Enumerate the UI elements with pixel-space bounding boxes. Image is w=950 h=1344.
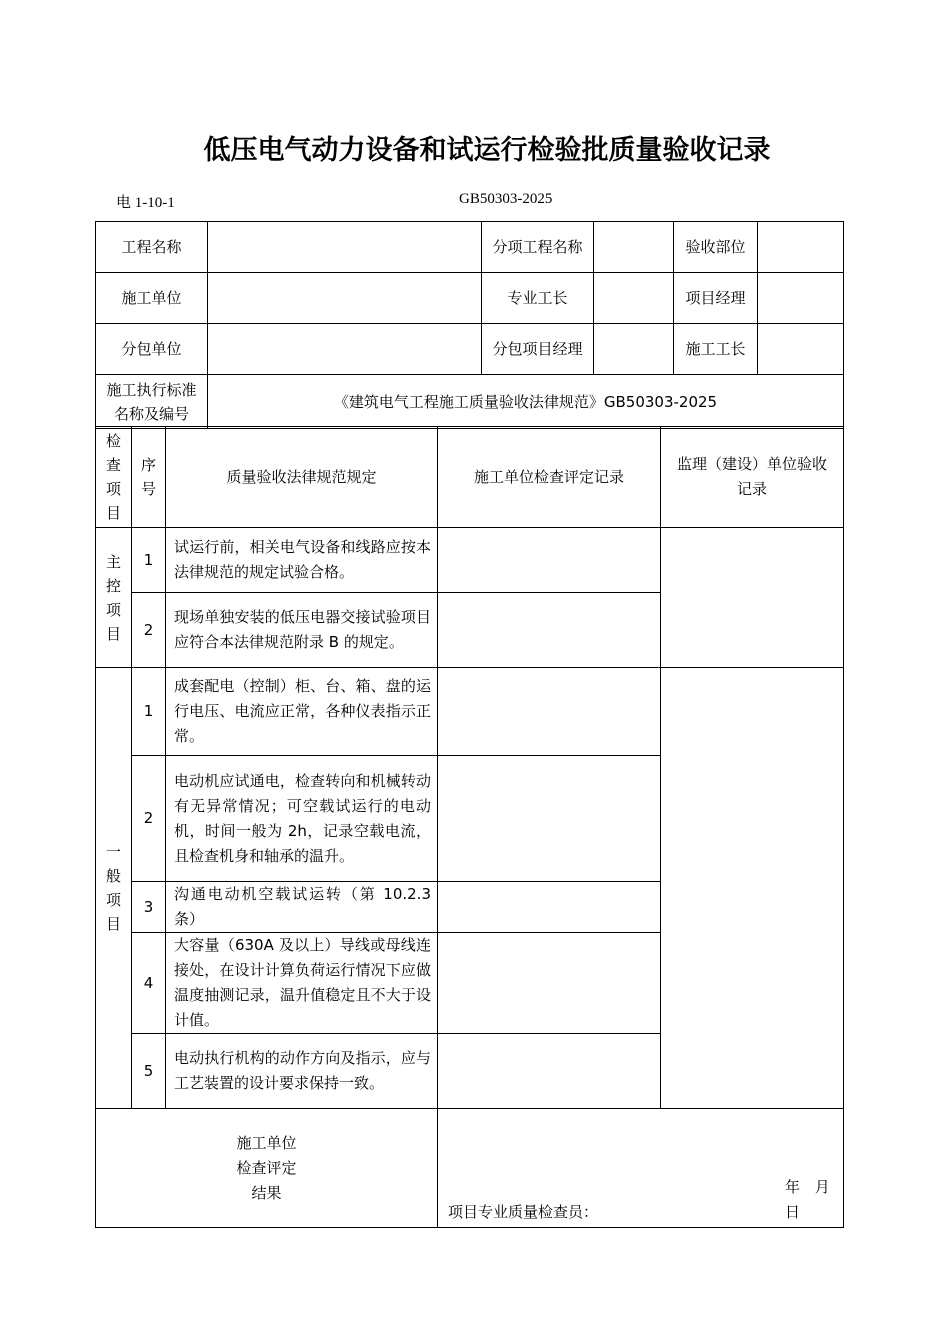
general-item-record-field[interactable] <box>438 933 661 1034</box>
sub-project-field[interactable] <box>594 222 674 273</box>
form-code: 电 1-10-1 <box>116 195 175 211</box>
main-item-record-field[interactable] <box>438 593 661 668</box>
site-foreman-field[interactable] <box>758 324 844 375</box>
main-supervision-field[interactable] <box>661 528 844 668</box>
foreman-label: 专业工长 <box>482 273 594 324</box>
spec-header: 质量验收法律规范规定 <box>166 427 438 528</box>
construction-record-header: 施工单位检查评定记录 <box>438 427 661 528</box>
standard-value: 《建筑电气工程施工质量验收法律规范》GB50303-2025 <box>208 375 844 429</box>
general-items-label: 一般项目 <box>96 668 132 1109</box>
date-label: 年 月 日 <box>785 1178 830 1221</box>
general-item-seq: 5 <box>132 1034 166 1109</box>
general-item-seq: 3 <box>132 882 166 933</box>
main-item-seq: 2 <box>132 593 166 668</box>
construction-unit-label: 施工单位 <box>96 273 208 324</box>
inspection-table <box>95 426 844 1228</box>
foreman-field[interactable] <box>594 273 674 324</box>
general-item-seq: 4 <box>132 933 166 1034</box>
result-label-wrap <box>96 1109 438 1228</box>
general-item-record-field[interactable] <box>438 668 661 756</box>
general-item-seq: 2 <box>132 756 166 882</box>
project-name-field[interactable] <box>208 222 482 273</box>
general-item-seq: 1 <box>132 668 166 756</box>
standard-code: GB50303-2025 <box>459 191 553 207</box>
project-manager-label: 项目经理 <box>674 273 758 324</box>
general-item-spec: 大容量（630A 及以上）导线或母线连接处，在设计计算负荷运行情况下应做温度抽测记录，温升值稳定且不大于设计值。 <box>166 933 438 1034</box>
result-label: 施工单位检查评定结果 <box>236 1133 297 1202</box>
subcontract-unit-field[interactable] <box>208 324 482 375</box>
supervision-record-header: 监理（建设）单位验收记录 <box>661 427 844 528</box>
project-name-label: 工程名称 <box>96 222 208 273</box>
acceptance-part-label: 验收部位 <box>674 222 758 273</box>
subcontract-unit-label: 分包单位 <box>96 324 208 375</box>
sub-project-label: 分项工程名称 <box>482 222 594 273</box>
check-item-header: 检查项目 <box>96 427 132 528</box>
main-items-label: 主控项目 <box>96 528 132 668</box>
main-item-seq: 1 <box>132 528 166 593</box>
standard-label: 施工执行标准名称及编号 <box>96 375 208 429</box>
general-item-spec: 电动执行机构的动作方向及指示，应与工艺装置的设计要求保持一致。 <box>166 1034 438 1109</box>
header-table <box>95 221 844 429</box>
main-item-spec: 现场单独安装的低压电器交接试验项目应符合本法律规范附录 B 的规定。 <box>166 593 438 668</box>
acceptance-part-field[interactable] <box>758 222 844 273</box>
subcontract-manager-field[interactable] <box>594 324 674 375</box>
construction-unit-field[interactable] <box>208 273 482 324</box>
general-item-spec: 成套配电（控制）柜、台、箱、盘的运行电压、电流应正常，各种仪表指示正常。 <box>166 668 438 756</box>
page-title: 低压电气动力设备和试运行检验批质量验收记录 <box>203 135 771 166</box>
seq-header: 序号 <box>132 427 166 528</box>
result-field[interactable] <box>438 1109 844 1228</box>
site-foreman-label: 施工工长 <box>674 324 758 375</box>
general-item-record-field[interactable] <box>438 882 661 933</box>
general-item-spec: 沟通电动机空载试运转（第 10.2.3 条） <box>166 882 438 933</box>
main-item-spec: 试运行前，相关电气设备和线路应按本法律规范的规定试验合格。 <box>166 528 438 593</box>
inspector-label: 项目专业质量检查员： <box>448 1203 599 1221</box>
main-item-record-field[interactable] <box>438 528 661 593</box>
subcontract-manager-label: 分包项目经理 <box>482 324 594 375</box>
project-manager-field[interactable] <box>758 273 844 324</box>
general-item-spec: 电动机应试通电，检查转向和机械转动有无异常情况；可空载试运行的电动机，时间一般为 2h，记录空载电流，且检查机身和轴承的温升。 <box>166 756 438 882</box>
general-supervision-field[interactable] <box>661 668 844 1109</box>
general-item-record-field[interactable] <box>438 1034 661 1109</box>
general-item-record-field[interactable] <box>438 756 661 882</box>
